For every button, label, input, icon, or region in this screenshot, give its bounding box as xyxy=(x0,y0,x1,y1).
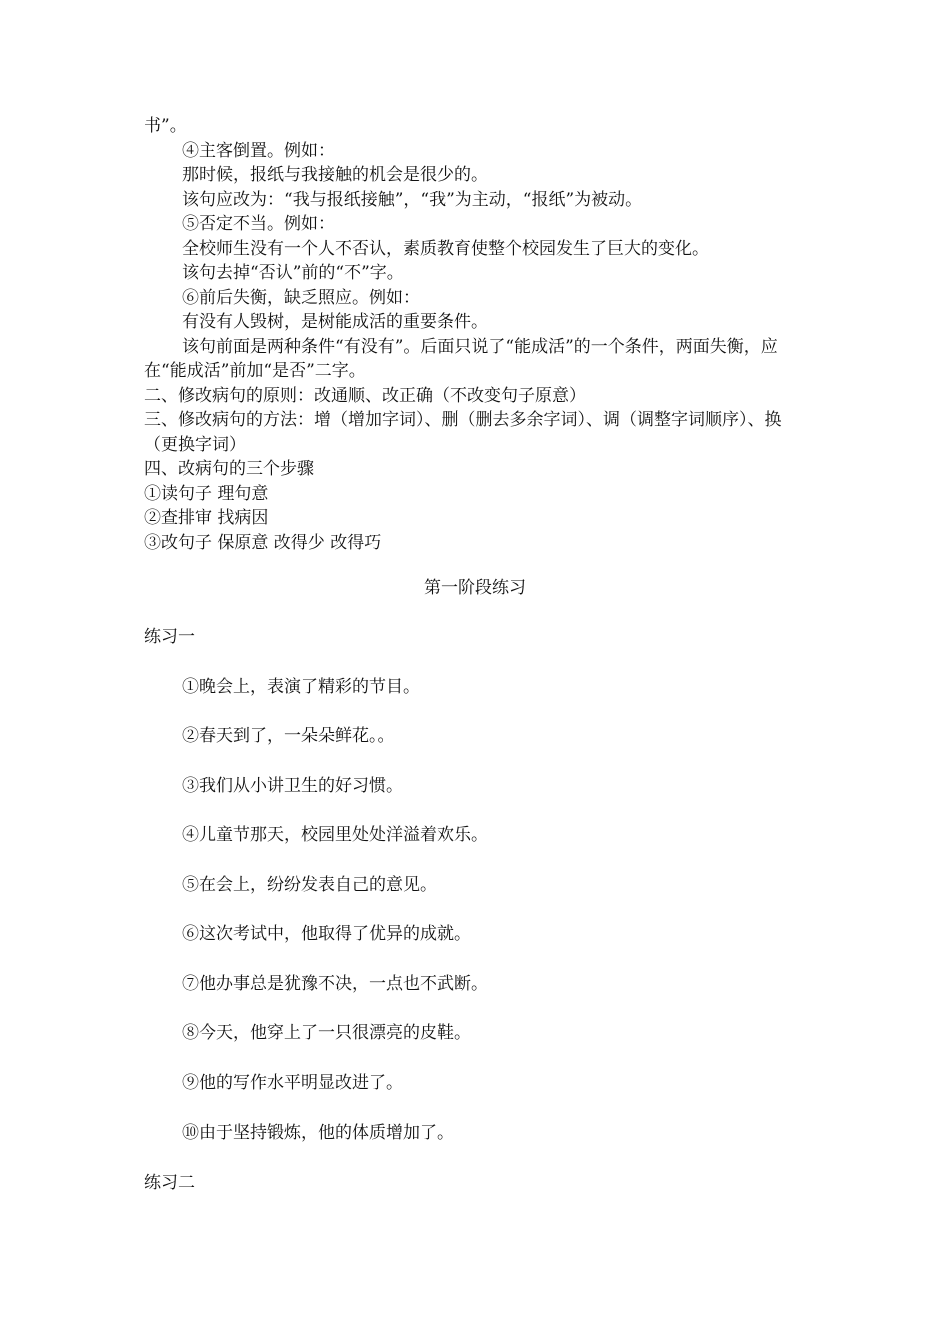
exercise-item: ②春天到了，一朵朵鲜花。。 xyxy=(182,726,395,746)
exercise-2-label: 练习二 xyxy=(144,1173,195,1193)
text-line: 有没有人毁树，是树能成活的重要条件。 xyxy=(182,312,488,332)
text-block xyxy=(144,114,814,555)
section-title: 第一阶段练习 xyxy=(424,578,526,598)
exercise-1-label: 练习一 xyxy=(144,627,195,647)
text-line: ①读句子 理句意 xyxy=(144,483,269,504)
text-line: 该句应改为：“我与报纸接触”，“我”为主动，“报纸”为被动。 xyxy=(182,189,643,210)
text-line: ⑥前后失衡，缺乏照应。例如： xyxy=(182,287,420,308)
text-paragraph: 三、修改病句的方法：增（增加字词）、删（删去多余字词）、调（调整字词顺序）、换（更换字词） xyxy=(144,410,782,455)
exercise-item: ①晚会上，表演了精彩的节目。 xyxy=(182,677,420,697)
exercise-item: ⑨他的写作水平明显改进了。 xyxy=(182,1073,403,1093)
exercise-item: ⑧今天，他穿上了一只很漂亮的皮鞋。 xyxy=(182,1023,471,1043)
text-paragraph: 该句前面是两种条件“有没有”。后面只说了“能成活”的一个条件，两面失衡，应在“能成活”前加“是否”二字。 xyxy=(144,336,778,381)
exercise-item: ⑦他办事总是犹豫不决，一点也不武断。 xyxy=(182,974,488,994)
exercise-item: ⑩由于坚持锻炼，他的体质增加了。 xyxy=(182,1123,454,1143)
exercise-item: ⑥这次考试中，他取得了优异的成就。 xyxy=(182,924,471,944)
text-line: 该句去掉“否认”前的“不”字。 xyxy=(182,263,404,283)
text-line: 四、改病句的三个步骤 xyxy=(144,459,314,479)
text-line: ④主客倒置。例如： xyxy=(182,140,335,161)
text-line: ③改句子 保原意 改得少 改得巧 xyxy=(144,532,382,553)
text-line: ②查排审 找病因 xyxy=(144,508,269,528)
exercise-item: ③我们从小讲卫生的好习惯。 xyxy=(182,776,403,796)
text-line: 那时候，报纸与我接触的机会是很少的。 xyxy=(182,165,488,185)
text-line: 二、修改病句的原则：改通顺、改正确（不改变句子原意） xyxy=(144,385,586,406)
exercise-item: ④儿童节那天，校园里处处洋溢着欢乐。 xyxy=(182,825,488,845)
text-line: 书”。 xyxy=(144,116,187,136)
text-line: 全校师生没有一个人不否认，素质教育使整个校园发生了巨大的变化。 xyxy=(182,238,709,259)
exercise-item: ⑤在会上，纷纷发表自己的意见。 xyxy=(182,875,437,895)
text-line: ⑤否定不当。例如： xyxy=(182,214,335,234)
